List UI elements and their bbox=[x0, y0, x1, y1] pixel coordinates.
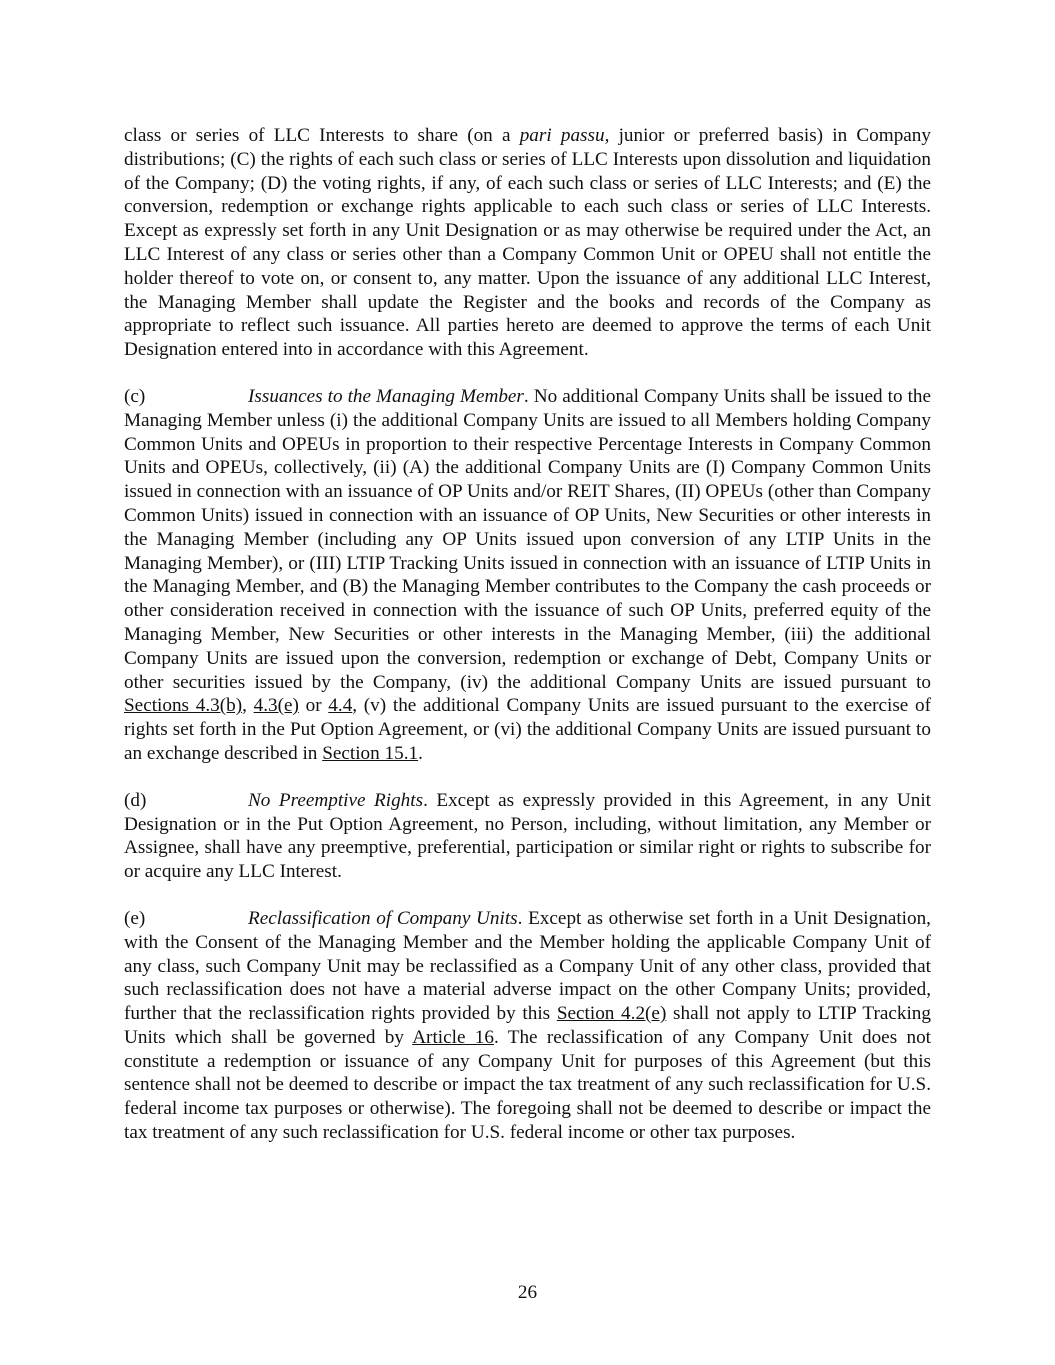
cross-reference: Section 4.2(e) bbox=[556, 1003, 667, 1025]
text: . Except as expressly provided in this Agreement, in any Unit Designation or in the Put Option Agreement, no Person, including, without limitation, any Member or Assignee, shall have any preemptive, preferential, participation or similar right or rights to subscribe for or acquire any LLC Interest. bbox=[124, 789, 931, 883]
text: shall not apply to LTIP Tracking Units which shall be governed by bbox=[124, 1003, 931, 1048]
paragraph-title: Issuances to the Managing Member bbox=[248, 385, 524, 407]
paragraph-title: Reclassification of Company Units bbox=[248, 907, 518, 929]
paragraph-b-continuation bbox=[124, 124, 931, 362]
cross-reference: Article 16 bbox=[412, 1026, 494, 1048]
text: . bbox=[418, 742, 423, 764]
emphasis: pari passu bbox=[519, 125, 605, 146]
paragraph-d bbox=[124, 789, 931, 884]
cross-reference: 4.4 bbox=[328, 695, 353, 717]
indent bbox=[124, 789, 248, 813]
paragraph-label: (d) bbox=[124, 789, 147, 811]
paragraph-e bbox=[124, 907, 931, 1145]
text: class or series of LLC Interests to share (on a bbox=[124, 125, 520, 146]
cross-reference: Sections 4.3(b) bbox=[124, 695, 243, 717]
text: . No additional Company Units shall be issued to the Managing Member unless (i) the additional Company Units are issued to all Members holding Company Common Units and OPEUs in proportion to their respective Percentage Interests in Company Common Units and OPEUs, collectively, (ii) (A) the additional Company Units are (I) Company Common Units issued in connection with an issuance of OP Units and/or REIT Shares, (II) OPEUs (other than Company Common Units) issued in connection with an issuance of OP Units, New Securities or other interests in the Managing Member (including any OP Units issued upon conversion of any LTIP Units in the Managing Member), or (III) LTIP Tracking Units issued in connection with an issuance of LTIP Units in the Managing Member, and (B) the Managing Member contributes to the Company the cash proceeds or other consideration received in connection with the issuance of such OP Units, preferred equity of the Managing Member, New Securities or other interests in the Managing Member, (iii) the additional Company Units are issued upon the conversion, redemption or exchange of Debt, Company Units or other securities issued by the Company, (iv) the additional Company Units are issued pursuant to bbox=[124, 385, 932, 693]
text: . Except as otherwise set forth in a Unit Designation, with the Consent of the Managing Member and the Member holding the applicable Company Unit of any class, such Company Unit may be reclassified as a Company Unit of any other class, provided that such reclassification does not have a material adverse impact on the other Company Units; provided, further that the reclassification rights provided by this bbox=[124, 907, 931, 1025]
page-number: 26 bbox=[517, 1282, 538, 1303]
paragraph-label: (e) bbox=[124, 907, 146, 929]
indent bbox=[124, 385, 248, 409]
cross-reference: 4.3(e) bbox=[253, 695, 299, 717]
document-body bbox=[124, 124, 931, 1168]
text: or bbox=[298, 695, 329, 717]
paragraph-c bbox=[124, 385, 931, 766]
text: , (v) the additional Company Units are issued pursuant to the exercise of rights set forth in the Put Option Agreement, or (vi) the additional Company Units are issued pursuant to an exchange described in bbox=[124, 695, 932, 764]
cross-reference: Section 15.1 bbox=[322, 742, 419, 764]
text: , junior or preferred basis) in Company distributions; (C) the rights of each such class or series of LLC Interests upon dissolution and liquidation of the Company; (D) the voting rights, if any, of each such class or series of LLC Interests; and (E) the conversion, redemption or exchange rights applicable to each such class or series of LLC Interests. Except as expressly set forth in any Unit Designation or as may otherwise be required under the Act, an LLC Interest of any class or series other than a Company Common Unit or OPEU shall not entitle the holder thereof to vote on, or consent to, any matter. Upon the issuance of any additional LLC Interest, the Managing Member shall update the Register and the books and records of the Company as appropriate to reflect such issuance. All parties hereto are deemed to approve the terms of each Unit Designation entered into in accordance with this Agreement. bbox=[124, 125, 931, 361]
text: , bbox=[242, 695, 254, 717]
paragraph-label: (c) bbox=[124, 385, 146, 407]
paragraph-title: No Preemptive Rights bbox=[248, 789, 424, 811]
indent bbox=[124, 907, 248, 931]
text: . The reclassification of any Company Unit does not constitute a redemption or issuance of any Company Unit for purposes of this Agreement (but this sentence shall not be deemed to describe or impact the tax treatment of any such reclassification for U.S. federal income tax purposes or otherwise). The foregoing shall not be deemed to describe or impact the tax treatment of any such reclassification for U.S. federal income or other tax purposes. bbox=[124, 1026, 931, 1144]
